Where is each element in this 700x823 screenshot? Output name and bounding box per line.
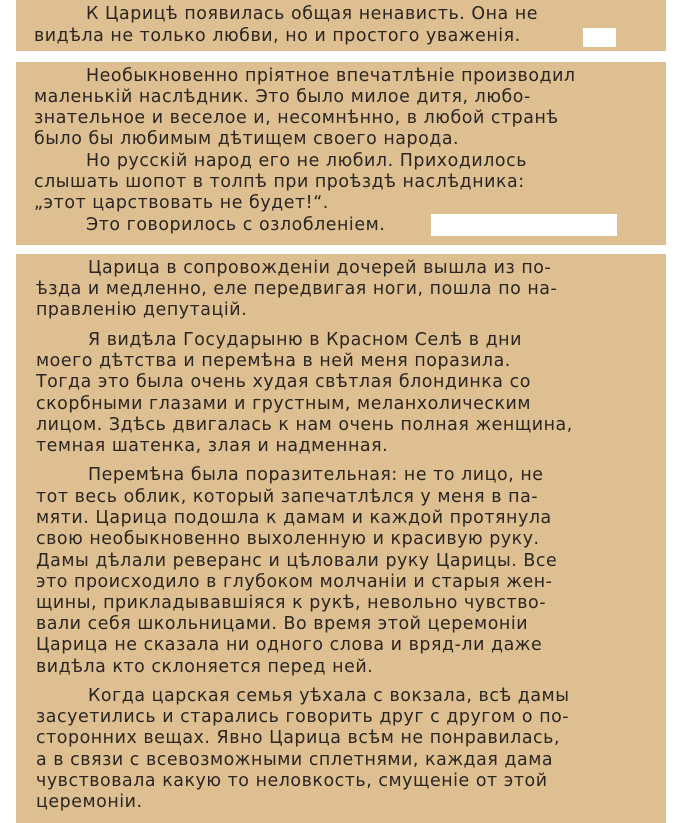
text-line: Царица не сказала ни одного слова и вряд-ли даже: [36, 635, 543, 655]
text-line: мяти. Царица подошла к дамам и каждой протянула: [36, 508, 552, 528]
page-clip-3: [16, 254, 666, 823]
text-line: маленькій наслѣдник. Это было милое дитя, любо-: [34, 87, 531, 107]
text-line: Необыкновенно пріятное впечатлѣніе производил: [86, 66, 576, 86]
text-line: темная шатенка, злая и надменная.: [36, 436, 389, 456]
text-line: видѣла не только любви, но и простого уваженія.: [34, 26, 521, 46]
text-line: К Царицѣ появилась общая ненависть. Она не: [86, 4, 539, 24]
text-line: знательное и веселое и, несомнѣнно, в любой странѣ: [34, 108, 559, 128]
page-clip-2: [16, 62, 666, 245]
text-line: ѣзда и медленно, еле передвигая ноги, пошла по на-: [36, 279, 558, 299]
text-line: засуетились и старались говорить друг с другом о по-: [36, 707, 570, 727]
text-line: Дамы дѣлали реверанс и цѣловали руку Царицы. Все: [36, 551, 558, 571]
text-line: Я видѣла Государыню в Красном Селѣ в дни: [88, 330, 522, 350]
text-line: скорбными глазами и грустным, меланхолическим: [36, 394, 532, 414]
text-line: слышать шопот в толпѣ при проѣздѣ наслѣдника:: [34, 172, 525, 192]
text-line: правленію депутацій.: [36, 300, 248, 320]
redaction-box: [583, 28, 616, 47]
text-line: Тогда это была очень худая свѣтлая блондинка со: [36, 372, 531, 392]
redaction-box: [431, 214, 617, 236]
text-line: лицом. Здѣсь двигалась к нам очень полная женщина,: [36, 415, 573, 435]
text-line: церемоніи.: [36, 792, 143, 812]
text-line: чувствовала какую то неловкость, смущеніе от этой: [36, 771, 548, 791]
text-line: свою необыкновенно выхоленную и красивую руку.: [36, 529, 540, 549]
text-line: Это говорилось с озлобленіем.: [86, 215, 386, 235]
text-line: это происходило в глубоком молчаніи и старыя жен-: [36, 572, 553, 592]
text-line: щины, прикладывавшіяся к рукѣ, невольно чувство-: [36, 593, 547, 613]
text-line: Перемѣна была поразительная: не то лицо, не: [88, 465, 544, 485]
text-line: Когда царская семья уѣхала с вокзала, всѣ дамы: [88, 686, 570, 706]
text-line: тот весь облик, который запечатлѣлся у меня в па-: [36, 487, 539, 507]
text-line: видѣла кто склоняется перед ней.: [36, 657, 374, 677]
text-line: было бы любимым дѣтищем своего народа.: [34, 129, 460, 149]
text-line: „этот царствовать не будет!“.: [34, 193, 329, 213]
text-line: Царица в сопровожденіи дочерей вышла из по-: [88, 258, 552, 278]
text-line: моего дѣтства и перемѣна в ней меня поразила.: [36, 351, 511, 371]
page-clip-1: [16, 0, 666, 51]
text-line: сторонних вещах. Явно Царица всѣм не понравилась,: [36, 728, 561, 748]
text-line: Но русскій народ его не любил. Приходилось: [86, 151, 528, 171]
text-line: вали себя школьницами. Во время этой церемоніи: [36, 614, 529, 634]
text-line: а в связи с всевозможными сплетнями, каждая дама: [36, 750, 554, 770]
